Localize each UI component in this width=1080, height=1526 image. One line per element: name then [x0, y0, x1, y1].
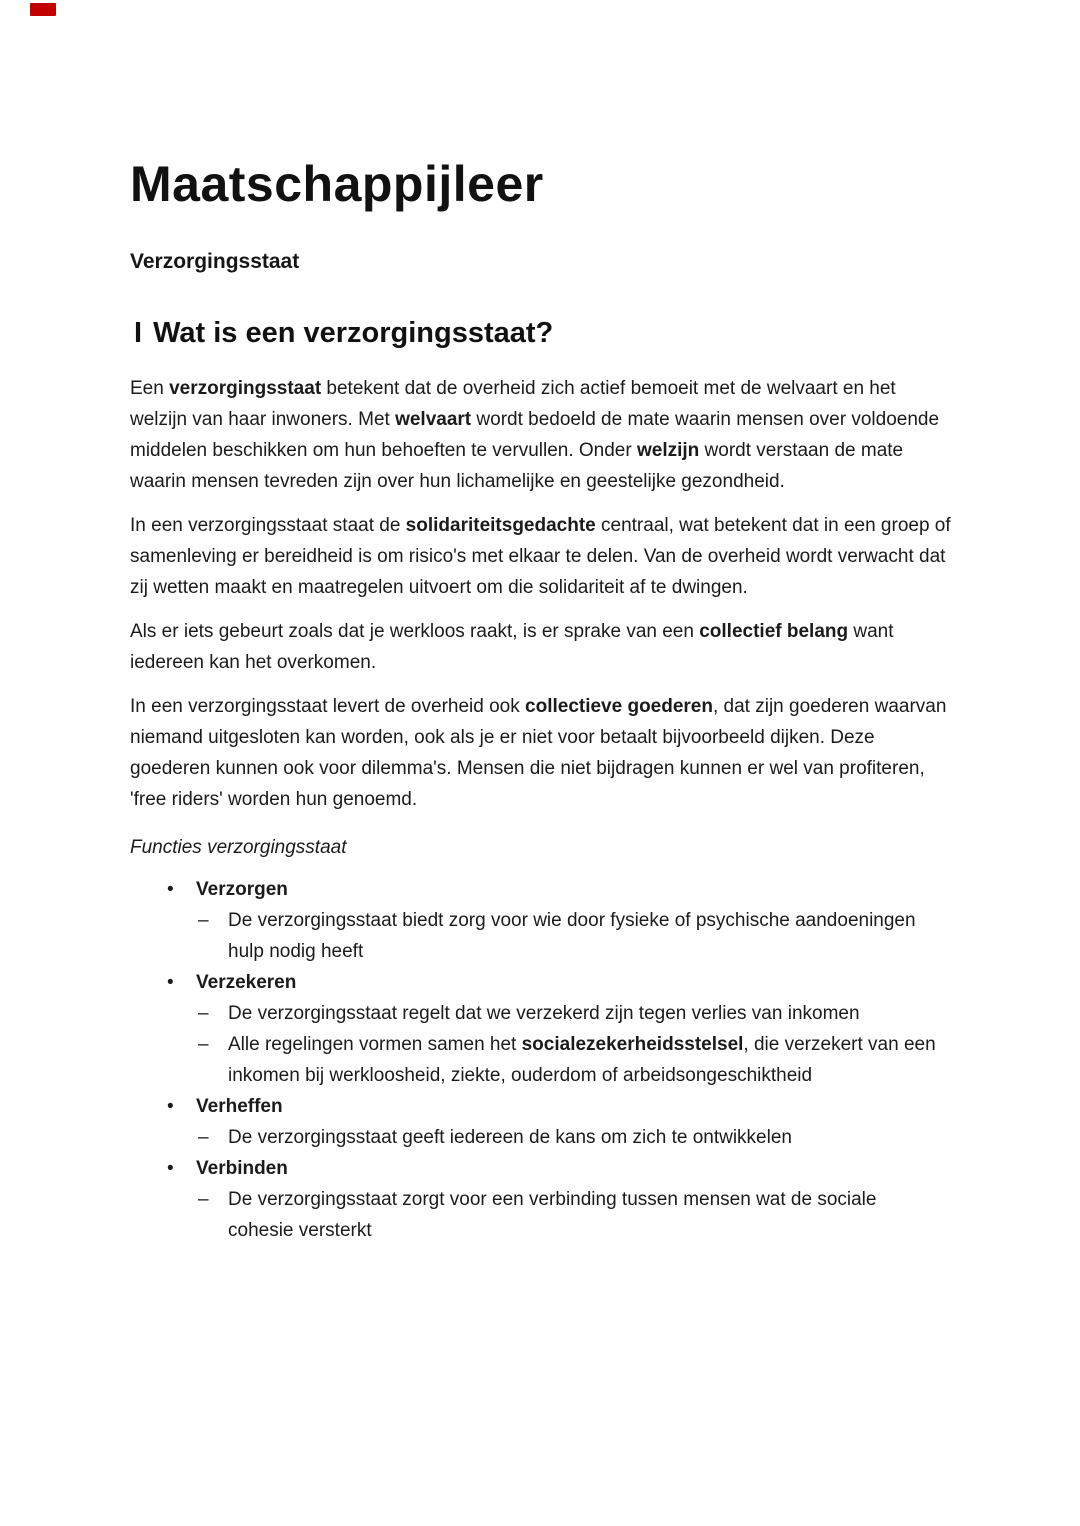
- subitem-text: [228, 1184, 946, 1246]
- function-subitem: [130, 1184, 952, 1246]
- function-subitem: [130, 1122, 952, 1153]
- subitem-text: [228, 1122, 946, 1153]
- dash-icon: –: [198, 1002, 209, 1024]
- dash-icon: –: [198, 1188, 209, 1210]
- text-run: wordt verstaan de mate waarin mensen tevreden zijn over hun lichamelijke en geestelijke gezondheid.: [130, 439, 904, 492]
- function-subitem: [130, 905, 952, 967]
- text-run: De verzorgingsstaat zorgt voor een verbinding tussen mensen wat de sociale cohesie versterkt: [228, 1188, 877, 1241]
- function-label: Verzekeren: [196, 971, 297, 993]
- function-label-row: [130, 1091, 952, 1122]
- dash-icon: –: [198, 909, 209, 931]
- bold-term: collectief belang: [699, 620, 849, 642]
- paragraph: [130, 691, 952, 815]
- text-run: In een verzorgingsstaat staat de: [130, 514, 406, 536]
- paragraph: [130, 373, 952, 497]
- function-subitem: [130, 1029, 952, 1091]
- red-corner-mark: [30, 3, 56, 16]
- bold-term: welvaart: [395, 408, 472, 430]
- document-content: [130, 0, 952, 1246]
- text-run: Een: [130, 377, 170, 399]
- text-run: De verzorgingsstaat regelt dat we verzekerd zijn tegen verlies van inkomen: [228, 1002, 860, 1024]
- text-run: In een verzorgingsstaat levert de overheid ook: [130, 695, 526, 717]
- function-label: Verbinden: [196, 1157, 288, 1179]
- subitem-text: [228, 1029, 946, 1091]
- text-run: Alle regelingen vormen samen het: [228, 1033, 522, 1055]
- text-run: betekent dat de overheid zich actief bemoeit met de welvaart en het welzijn van haar inwoners. Met: [130, 377, 896, 430]
- bold-term: solidariteitsgedachte: [405, 514, 596, 536]
- function-item: [130, 1153, 952, 1246]
- text-run: want iedereen kan het overkomen.: [130, 620, 894, 673]
- bullet-icon: •: [167, 1157, 174, 1179]
- bullet-icon: •: [167, 1095, 174, 1117]
- bold-term: welzijn: [636, 439, 700, 461]
- text-run: wordt bedoeld de mate waarin mensen over voldoende middelen beschikken om hun behoeften te vervullen. Onder: [130, 408, 940, 461]
- page-subtitle: Verzorgingsstaat: [130, 249, 300, 273]
- function-subitem: [130, 998, 952, 1029]
- function-label: Verzorgen: [196, 878, 288, 900]
- function-item: [130, 967, 952, 1091]
- function-item: [130, 874, 952, 967]
- bullet-icon: •: [167, 878, 174, 900]
- subitem-text: [228, 905, 946, 967]
- section-number: I: [134, 316, 143, 349]
- body-paragraphs: [130, 373, 952, 815]
- bold-term: socialezekerheidsstelsel: [521, 1033, 744, 1055]
- text-run: De verzorgingsstaat geeft iedereen de kans om zich te ontwikkelen: [228, 1126, 792, 1148]
- subitem-text: [228, 998, 946, 1029]
- section-heading-text: Wat is een verzorgingsstaat?: [153, 316, 554, 349]
- text-run: centraal, wat betekent dat in een groep of samenleving er bereidheid is om risico's met elkaar te delen. Van de overheid wordt verwacht dat zij wetten maakt en maatregelen uitvoert om die solidariteit af te dwingen.: [130, 514, 951, 598]
- page-title: Maatschappijleer: [130, 156, 544, 212]
- paragraph: [130, 510, 952, 603]
- paragraph: [130, 616, 952, 678]
- function-item: [130, 1091, 952, 1153]
- bold-term: collectieve goederen: [525, 695, 713, 717]
- text-run: , die verzekert van een inkomen bij werkloosheid, ziekte, ouderdom of arbeidsongeschiktheid: [228, 1033, 936, 1086]
- bullet-icon: •: [167, 971, 174, 993]
- text-run: , dat zijn goederen waarvan niemand uitgesloten kan worden, ook als je er niet voor betaalt bijvoorbeeld dijken. Deze goederen kunnen ook voor dilemma's. Mensen die niet bijdragen kunnen er wel van profiteren, 'free riders' worden hun genoemd.: [130, 695, 947, 810]
- function-label-row: [130, 1153, 952, 1184]
- bold-term: verzorgingsstaat: [169, 377, 322, 399]
- functions-list: [130, 874, 952, 1246]
- dash-icon: –: [198, 1033, 209, 1055]
- functions-intro: Functies verzorgingsstaat: [130, 836, 347, 858]
- function-label-row: [130, 967, 952, 998]
- text-run: Als er iets gebeurt zoals dat je werkloos raakt, is er sprake van een: [130, 620, 700, 642]
- text-run: De verzorgingsstaat biedt zorg voor wie door fysieke of psychische aandoeningen hulp nodig heeft: [228, 909, 916, 962]
- function-label: Verheffen: [196, 1095, 283, 1117]
- function-label-row: [130, 874, 952, 905]
- dash-icon: –: [198, 1126, 209, 1148]
- section-heading: [134, 317, 952, 350]
